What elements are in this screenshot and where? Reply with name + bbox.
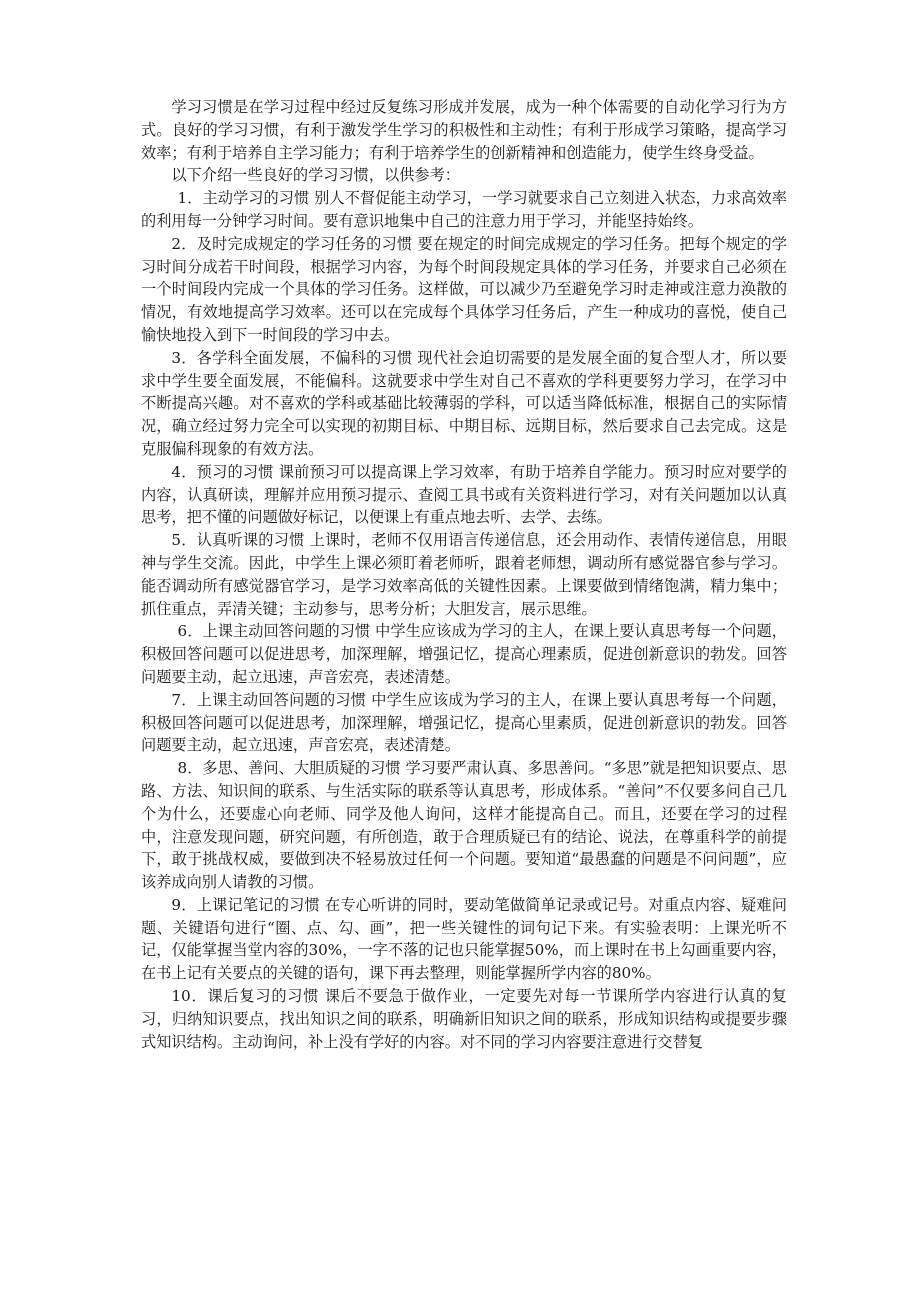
habit-paragraph-6: 6．上课主动回答问题的习惯 中学生应该成为学习的主人，在课上要认真思考每一个问题，积极回答问题可以促进思考，加深理解，增强记忆，提高心理素质，促进创新意识的勃发。回答问题要主动，起立迅速，声音宏亮，表述清楚。	[141, 622, 787, 686]
intro-paragraph: 学习习惯是在学习过程中经过反复练习形成并发展，成为一种个体需要的自动化学习行为方式。良好的学习习惯，有利于激发学生学习的积极性和主动性；有利于形成学习策略，提高学习效率；有利于培养自主学习能力；有利于培养学生的创新精神和创造能力，使学生终身受益。	[141, 98, 787, 162]
habit-paragraph-1: 1．主动学习的习惯 别人不督促能主动学习，一学习就要求自己立刻进入状态，力求高效率的利用每一分钟学习时间。要有意识地集中自己的注意力用于学习，并能坚持始终。	[141, 189, 787, 230]
habit-paragraph-2: 2．及时完成规定的学习任务的习惯 要在规定的时间完成规定的学习任务。把每个规定的学 习时间分成若干时间段，根据学习内容，为每个时间段规定具体的学习任务，并要求自己必须在一个时间段内完成一个具体的学习任务。这样做，可以减少乃至避免学习时走神或注意力涣散的情况，有效地提高学习效率。还可以在完成每个具体学习任务后，产生一种成功的喜悦，使自己愉快地投入到下一时间段的学习中去。	[141, 234, 818, 344]
habit-paragraph-5: 5．认真听课的习惯 上课时，老师不仅用语言传递信息，还会用动作、表情传递信息，用眼神与学生交流。因此，中学生上课必须盯着老师听，跟着老师想，调动所有感觉器官参与学习。能否调动所有感觉器官学习，是学习效率高低的关键性因素。上课要做到情绪饱满，精力集中；抓住重点，弄清关键；主动参与，思考分析；大胆发言，展示思维。	[141, 531, 787, 618]
habit-paragraph-9: 9．上课记笔记的习惯 在专心听讲的同时，要动笔做简单记录或记号。对重点内容、疑难问题、关键语句进行“圈、点、勾、画”，把一些关键性的词句记下来。有实验表明：上课光听不记，仅能掌握当堂内容的30%，一字不落的记也只能掌握50%，而上课时在书上勾画重要内容，在书上记有关要点的关键的语句，课下再去整理，则能掌握所学内容的80%。	[141, 895, 787, 983]
habit-paragraph-8: 8．多思、善问、大胆质疑的习惯 学习要严肃认真、多思善问。“多思”就是把知识要点、思路、方法、知识间的联系、与生活实际的联系等认真思考，形成体系。“善问”不仅要多问自己几个为什么，还要虚心向老师、同学及他人询问，这样才能提高自己。而且，还要在学习的过程中，注意发现问题，研究问题，有所创造，敢于合理质疑已有的结论、说法，在尊重科学的前提下，敢于挑战权威，要做到决不轻易放过任何一个问题。要知道“最愚蠢的问题是不问问题”，应该养成向别人请教的习惯。	[141, 759, 787, 892]
habit-paragraph-4: 4．预习的习惯 课前预习可以提高课上学习效率，有助于培养自学能力。预习时应对要学的内容，认真研读，理解并应用预习提示、查阅工具书或有关资料进行学习，对有关问题加以认真思考，把不懂的问题做好标记，以便课上有重点地去听、去学、去练。	[141, 462, 787, 527]
habit-paragraph-7: 7．上课主动回答问题的习惯 中学生应该成为学习的主人，在课上要认真思考每一个问题，积极回答问题可以促进思考，加深理解，增强记忆，提高心里素质，促进创新意识的勃发。回答问题要主动，起立迅速，声音宏亮，表述清楚。	[141, 690, 787, 755]
habit-paragraph-10: 10．课后复习的习惯 课后不要急于做作业，一定要先对每一节课所学内容进行认真的复习，归纳知识要点，找出知识之间的联系，明确新旧知识之间的联系，形成知识结构或提要步骤式知识结构。主动询问，补上没有学好的内容。对不同的学习内容要注意进行交替复	[141, 987, 787, 1051]
habit-paragraph-3: 3．各学科全面发展，不偏科的习惯 现代社会迫切需要的是发展全面的复合型人才，所以要求中学生要全面发展，不能偏科。这就要求中学生对自己不喜欢的学科更要努力学习，在学习中不断提高兴趣。对不喜欢的学科或基础比较薄弱的学科，可以适当降低标准，根据自己的实际情况，确立经过努力完全可以实现的初期目标、中期目标、远期目标，然后要求自己去完成。这是克服偏科现象的有效方法。	[141, 348, 787, 458]
list-intro-paragraph: 以下介绍一些良好的学习习惯，以供参考：	[171, 166, 460, 185]
document-body	[141, 96, 818, 1053]
